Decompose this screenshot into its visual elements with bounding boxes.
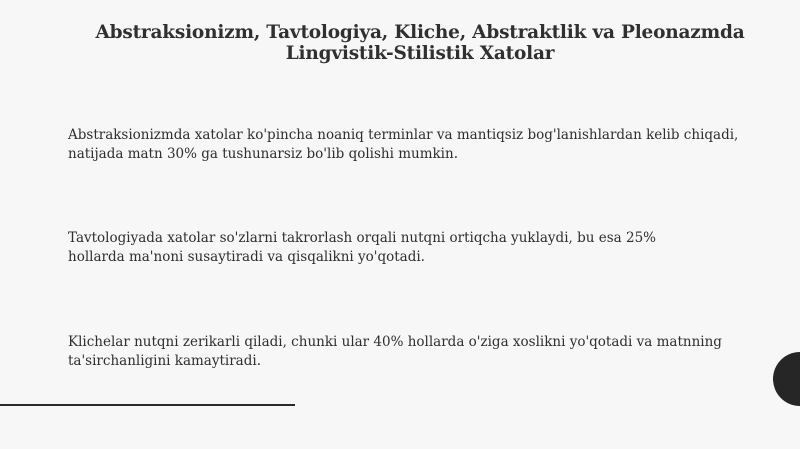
slide-title-line-1: Abstraksionizm, Tavtologiya, Kliche, Abstraktlik va Pleonazmda bbox=[95, 22, 745, 43]
slide-navigation-button[interactable] bbox=[773, 352, 800, 406]
paragraph-kliche: Klichelar nutqni zerikarli qiladi, chunki ular 40% hollarda o'ziga xoslikni yo'qotadi va matnning ta'sirchanligini kamaytiradi. bbox=[68, 334, 722, 369]
slide-title bbox=[60, 22, 780, 64]
paragraph-tavtologiya: Tavtologiyada xatolar so'zlarni takrorlash orqali nutqni ortiqcha yuklaydi, bu esa 25% hollarda ma'noni susaytiradi va qisqalikni yo'qotadi. bbox=[68, 230, 656, 265]
decorative-divider-line bbox=[0, 404, 295, 406]
slide-title-line-2: Lingvistik-Stilistik Xatolar bbox=[285, 43, 555, 64]
paragraph-abstraksionizm: Abstraksionizmda xatolar ko'pincha noaniq terminlar va mantiqsiz bog'lanishlardan kelib chiqadi, natijada matn 30% ga tushunarsiz bo'lib qolishi mumkin. bbox=[68, 127, 739, 162]
